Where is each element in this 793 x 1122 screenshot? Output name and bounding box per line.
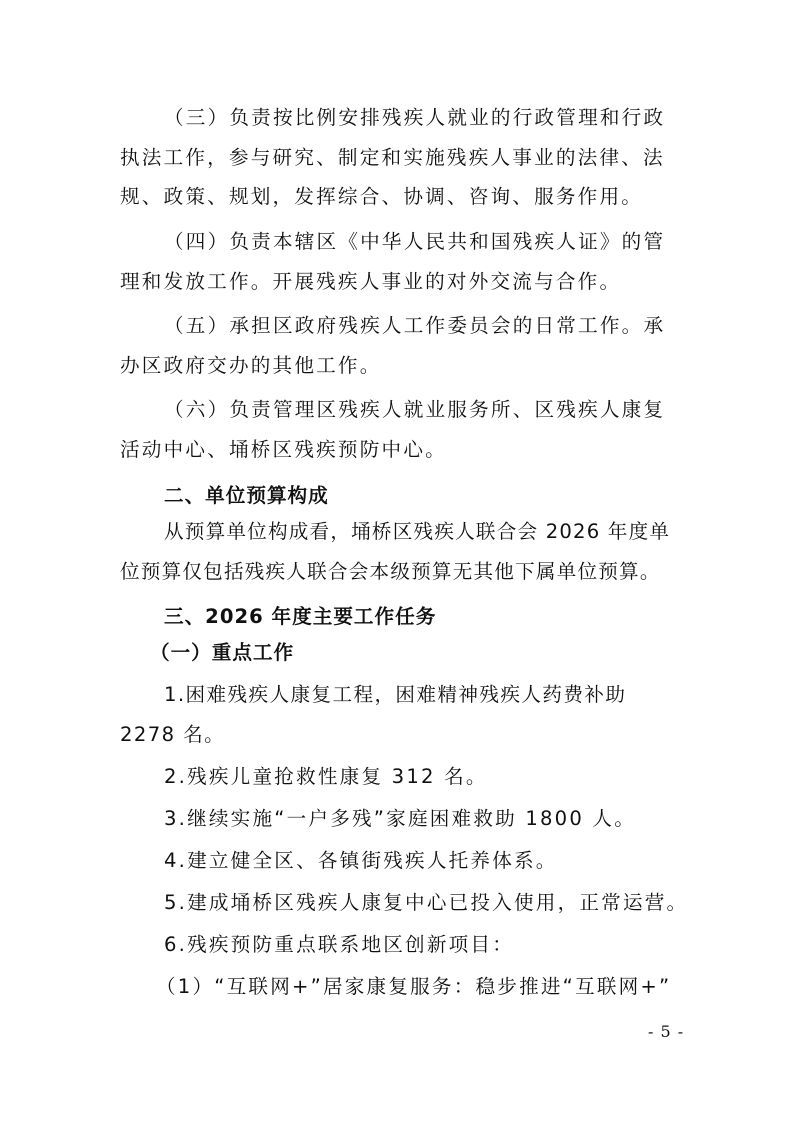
- list-item: 1.困难残疾人康复工程，困难精神残疾人药费补助 2278 名。: [120, 683, 627, 746]
- paragraph-duty-4: （四）负责本辖区《中华人民共和国残疾人证》的管理和发放工作。开展残疾人事业的对外交流与合作。: [120, 230, 666, 293]
- list-item: 6.残疾预防重点联系地区创新项目：: [164, 933, 515, 956]
- list-item: 5.建成埇桥区残疾人康复中心已投入使用，正常运营。: [164, 891, 689, 914]
- list-item: 3.继续实施“一户多残”家庭困难救助 1800 人。: [164, 807, 637, 830]
- paragraph-budget-structure: 从预算单位构成看，埇桥区残疾人联合会 2026 年度单位预算仅包括残疾人联合会本级预算无其他下属单位预算。: [120, 520, 671, 583]
- paragraph-duty-6: （六）负责管理区残疾人就业服务所、区残疾人康复活动中心、埇桥区残疾预防中心。: [120, 398, 666, 461]
- paragraph-duty-5: （五）承担区政府残疾人工作委员会的日常工作。承办区政府交办的其他工作。: [120, 314, 666, 377]
- section-heading-budget-structure: 二、单位预算构成: [164, 484, 329, 507]
- list-item: 4.建立健全区、各镇街残疾人托养体系。: [164, 849, 558, 872]
- list-item-sub: （1）“互联网+”居家康复服务：稳步推进“互联网+”: [156, 975, 672, 998]
- paragraph-duty-3: （三）负责按比例安排残疾人就业的行政管理和行政执法工作，参与研究、制定和实施残疾人事业的法律、法规、政策、规划，发挥综合、协调、咨询、服务作用。: [120, 106, 666, 208]
- section-heading-main-tasks: 三、2026 年度主要工作任务: [164, 605, 437, 628]
- page-number: - 5 -: [648, 1022, 685, 1041]
- list-item: 2.残疾儿童抢救性康复 312 名。: [164, 765, 488, 788]
- subsection-heading-key-work: （一）重点工作: [150, 641, 295, 664]
